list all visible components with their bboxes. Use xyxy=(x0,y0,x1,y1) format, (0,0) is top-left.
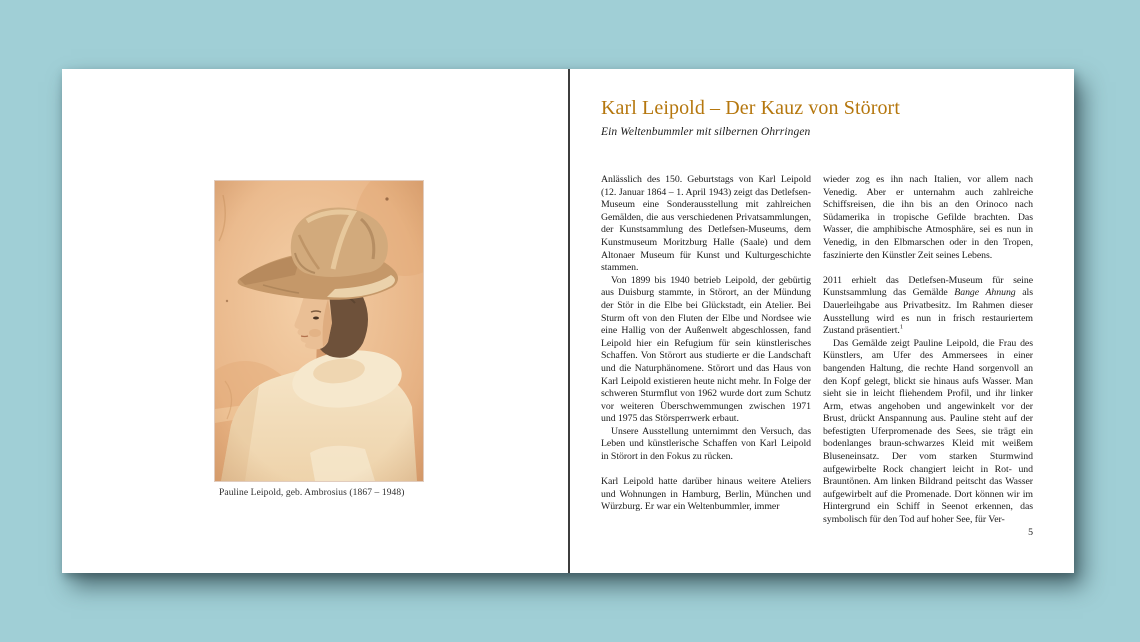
portrait-figure xyxy=(215,181,423,499)
paragraph: Das Gemälde zeigt Pauline Leipold, die Frau des Künstlers, am Ufer des Ammersees in einer bangenden Haltung, die rechte Hand sorgenvoll an den Kopf gelegt, blickt sie hinaus aufs Wasser. Man sieht sie in leicht fliehendem Profil, und ihr linker Arm, etwas angehoben und angewinkelt vor der Brust, drückt Anspannung aus. Pauline steht auf der befestigten Uferpromenade des Sees, sie trägt ein bodenlanges braun-schwarzes Kleid mit weißem Bluseneinsatz. Der vom starken Sturmwind aufgewirbelte Rock changiert leicht in Rot- und Brauntönen. Am linken Bildrand peitscht das Wasser aufgewirbelt auf die Promenade. Dort können wir im Hintergrund ein Schiff in Seenot erkennen, das symbolisch für den Tod auf hoher See, für Ver- xyxy=(823,337,1033,526)
text-column-left xyxy=(601,174,811,539)
paragraph: Anlässlich des 150. Geburtstags von Karl Leipold (12. Januar 1864 – 1. April 1943) zeigt das Detlefsen-Museum eine Sonderausstellung mit zahlreichen Gemälden, die aus verschiedenen Privatsammlungen, der Kunstsammlung des Detlefsen-Museums, dem Kunstmuseum Moritzburg Halle (Saale) und dem Altonaer Museum für Kunst und Kulturgeschichte stammen. xyxy=(601,174,811,274)
photo-caption: Pauline Leipold, geb. Ambrosius (1867 – 1948) xyxy=(219,488,405,498)
paragraph: Von 1899 bis 1940 betrieb Leipold, der gebürtig aus Duisburg stammte, in Störort, an der Mündung der Stör in die Elbe bei Glückstadt, ein Atelier. Bei Sturm oft von den Fluten der Elbe und Nordsee wie eine Hallig von der Außenwelt abgeschlossen, fand Leipold hier ein Refugium für sein künstlerisches Schaffen. Von Störort aus studierte er die Landschaft und die Naturphänomene. Störort und das Haus von Karl Leipold existieren heute nicht mehr. In Folge der schweren Sturmflut von 1962 wurde dort zum Schutz vor weiteren Überschwemmungen zwischen 1971 und 1975 das Störsperrwerk erbaut. xyxy=(601,274,811,425)
footnote-marker: 1 xyxy=(899,323,904,331)
paragraph: Karl Leipold hatte darüber hinaus weitere Ateliers und Wohnungen in Hamburg, Berlin, München und Würzburg. Er war ein Weltenbummler, immer xyxy=(601,476,811,513)
paragraph-text: 2011 erhielt das Detlefsen-Museum für seine Kunstsammlung das Gemälde xyxy=(823,274,1033,299)
paragraph-text: als Dauerleihgabe aus Privatbesitz. Im Rahmen dieser Ausstellung wird es nun in frisch restauriertem Zustand präsentiert. xyxy=(823,287,1033,337)
chapter-subtitle: Ein Weltenbummler mit silbernen Ohrringen xyxy=(601,126,811,138)
chapter-title: Karl Leipold – Der Kauz von Störort xyxy=(601,97,900,119)
paragraph: Unsere Ausstellung unternimmt den Versuch, das Leben und künstlerische Schaffen von Karl Leipold in Störort in den Fokus zu rücken. xyxy=(601,425,811,463)
portrait-photo xyxy=(215,181,423,481)
page-gutter-line xyxy=(568,69,570,573)
text-column-right xyxy=(823,174,1033,539)
paragraph xyxy=(823,275,1033,338)
body-text xyxy=(601,174,1033,539)
book-spread xyxy=(62,69,1074,573)
artwork-title: Bange Ahnung xyxy=(954,287,1016,299)
page-number: 5 xyxy=(1028,526,1033,538)
paragraph: wieder zog es ihn nach Italien, vor allem nach Venedig. Aber er unternahm auch zahlreiche Schiffsreisen, die ihn bis an den Orinoco nach Südamerika in tropische Gefilde brachten. Das Wasser, die amphibische Atmosphäre, sei es nun in Venedig, in den Elbmarschen oder in den Tropen, faszinierte den Künstler Zeit seines Lebens. xyxy=(823,174,1033,261)
